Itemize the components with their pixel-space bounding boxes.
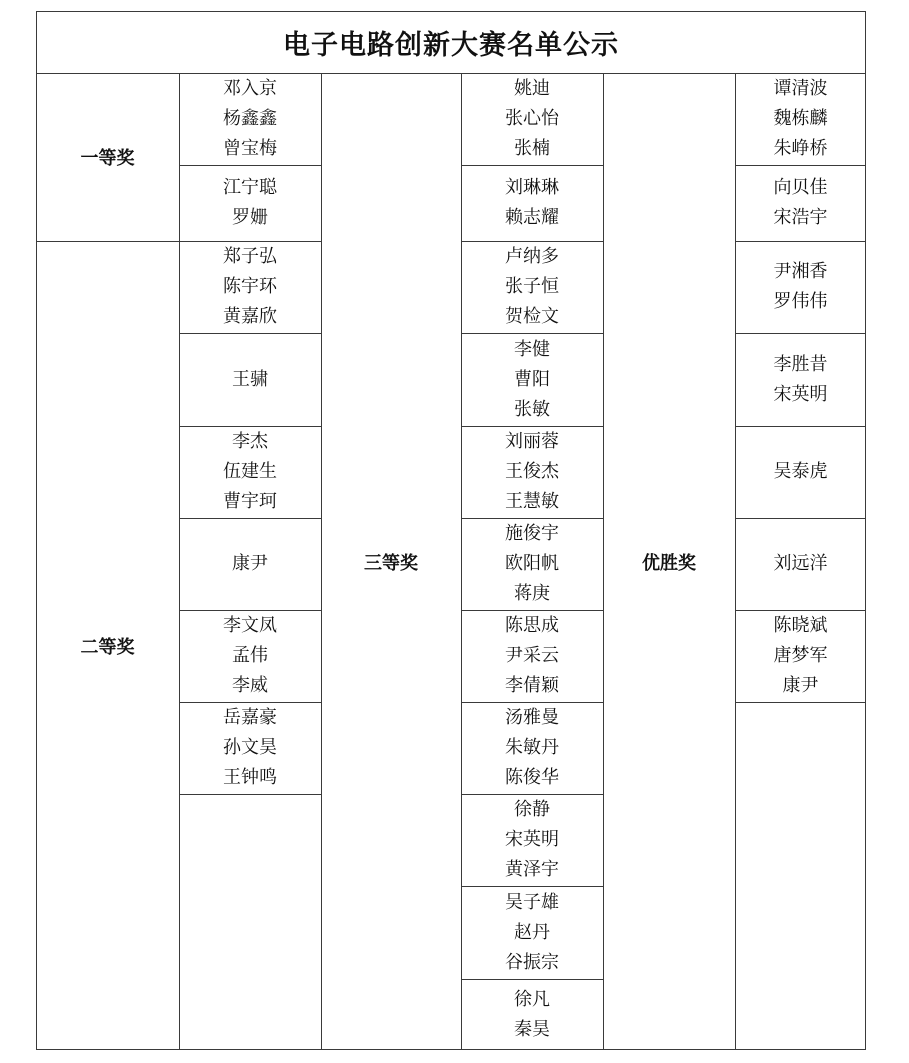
name-entry: 贺检文 xyxy=(505,306,559,327)
name-entry: 张楠 xyxy=(514,138,550,159)
name-entry: 宋英明 xyxy=(505,829,559,850)
name-group xyxy=(461,702,603,794)
name-entry: 孟伟 xyxy=(232,645,268,666)
name-group xyxy=(461,165,603,241)
name-entry: 陈思成 xyxy=(505,615,559,636)
name-entry: 王钟鸣 xyxy=(223,767,277,788)
name-entry: 刘远洋 xyxy=(773,553,828,574)
name-entry: 卢纳多 xyxy=(505,246,559,267)
name-entry: 王俊杰 xyxy=(505,461,559,482)
name-entry: 李杰 xyxy=(232,431,268,452)
name-entry: 王骕 xyxy=(232,368,268,390)
name-group xyxy=(735,165,866,241)
name-entry: 黄泽宇 xyxy=(505,859,559,880)
name-entry: 尹采云 xyxy=(505,645,559,666)
first-prize-label: 一等奖 xyxy=(80,148,135,169)
name-entry: 罗伟伟 xyxy=(773,291,828,312)
name-group xyxy=(179,241,321,333)
name-group xyxy=(461,886,603,979)
name-entry: 吴子雄 xyxy=(505,891,559,913)
name-entry: 尹湘香 xyxy=(773,261,828,282)
name-group xyxy=(735,241,866,333)
name-entry: 康尹 xyxy=(782,675,819,696)
name-entry: 谷振宗 xyxy=(505,951,559,973)
page-title: 电子电路创新大赛名单公示 xyxy=(283,29,619,61)
name-entry: 朱敏丹 xyxy=(505,737,559,758)
table-border-top xyxy=(36,11,866,12)
name-entry: 吴泰虎 xyxy=(773,461,828,482)
name-entry: 陈俊华 xyxy=(505,767,559,788)
name-entry: 郑子弘 xyxy=(223,246,277,267)
name-group xyxy=(461,518,603,610)
name-entry: 张敏 xyxy=(514,398,550,420)
name-group xyxy=(735,610,866,702)
name-entry: 王慧敏 xyxy=(505,491,559,512)
name-entry: 陈晓斌 xyxy=(773,615,828,636)
name-entry: 宋浩宇 xyxy=(773,207,828,228)
name-entry: 徐凡 xyxy=(514,988,550,1010)
name-entry: 岳嘉豪 xyxy=(223,707,277,728)
name-entry: 邓入京 xyxy=(223,78,277,99)
name-group xyxy=(461,794,603,886)
name-group xyxy=(179,518,321,610)
name-entry: 陈宇环 xyxy=(223,276,277,297)
name-group xyxy=(461,426,603,518)
name-group xyxy=(179,333,321,426)
name-entry: 徐静 xyxy=(514,799,550,820)
name-entry: 魏栋麟 xyxy=(773,108,828,129)
name-group xyxy=(735,426,866,518)
name-entry: 宋英明 xyxy=(773,383,828,405)
name-entry: 欧阳帆 xyxy=(505,553,559,574)
name-group xyxy=(735,333,866,426)
name-group xyxy=(461,333,603,426)
name-entry: 向贝佳 xyxy=(773,177,828,198)
name-entry: 李倩颖 xyxy=(505,675,559,696)
name-entry: 张心怡 xyxy=(505,108,559,129)
name-group xyxy=(461,610,603,702)
name-group xyxy=(461,979,603,1050)
name-group xyxy=(179,426,321,518)
name-entry: 李健 xyxy=(514,338,550,360)
name-entry: 孙文昊 xyxy=(223,737,277,758)
name-group xyxy=(735,73,866,165)
name-entry: 谭清波 xyxy=(773,78,828,99)
row-divider xyxy=(179,794,321,795)
name-entry: 李威 xyxy=(232,675,268,696)
name-entry: 蒋庚 xyxy=(514,583,550,604)
name-entry: 施俊宇 xyxy=(505,523,559,544)
name-entry: 刘琳琳 xyxy=(505,177,559,198)
name-entry: 刘丽蓉 xyxy=(505,431,559,452)
name-entry: 秦昊 xyxy=(514,1018,550,1040)
name-entry: 朱峥桥 xyxy=(773,138,828,159)
name-entry: 曹宇珂 xyxy=(223,491,277,512)
name-entry: 杨鑫鑫 xyxy=(223,108,277,129)
name-entry: 康尹 xyxy=(232,553,268,574)
name-entry: 曹阳 xyxy=(514,368,550,390)
third-prize-label: 三等奖 xyxy=(364,552,418,574)
name-group xyxy=(179,702,321,794)
name-entry: 唐梦军 xyxy=(773,645,828,666)
name-entry: 李文凤 xyxy=(223,615,277,636)
name-group xyxy=(179,73,321,165)
name-entry: 伍建生 xyxy=(223,461,277,482)
name-entry: 汤雅曼 xyxy=(505,707,559,728)
name-group xyxy=(461,73,603,165)
name-entry: 姚迪 xyxy=(514,78,550,99)
name-entry: 张子恒 xyxy=(505,276,559,297)
award-list-table xyxy=(36,11,866,1050)
name-group xyxy=(179,165,321,241)
name-group xyxy=(179,610,321,702)
name-entry: 赖志耀 xyxy=(505,207,559,228)
row-divider xyxy=(735,702,866,703)
name-entry: 黄嘉欣 xyxy=(223,306,277,327)
name-entry: 江宁聪 xyxy=(223,177,277,198)
name-group xyxy=(461,241,603,333)
name-entry: 李胜昔 xyxy=(773,353,828,375)
name-entry: 曾宝梅 xyxy=(223,138,277,159)
name-entry: 罗姗 xyxy=(232,207,268,228)
name-group xyxy=(735,518,866,610)
second-prize-label: 二等奖 xyxy=(80,636,135,658)
name-entry: 赵丹 xyxy=(514,921,550,943)
merit-prize-label: 优胜奖 xyxy=(642,552,696,574)
